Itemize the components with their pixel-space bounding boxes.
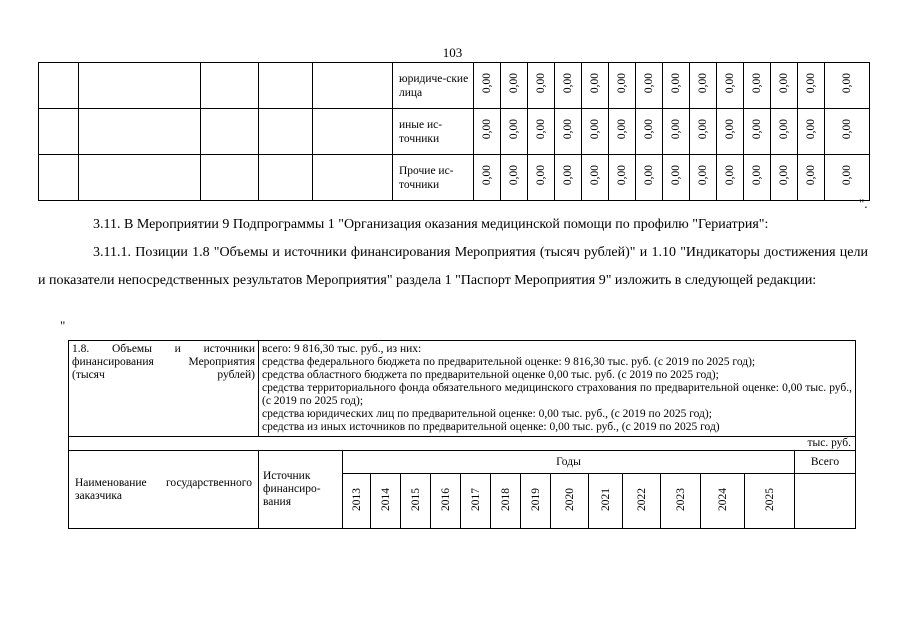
unit-label: тыс. руб. — [69, 437, 856, 451]
value-cell — [528, 63, 555, 109]
value-cell — [636, 155, 663, 201]
value-text: 0,00 — [589, 72, 601, 94]
value-cell — [717, 155, 744, 201]
value-cell — [825, 63, 870, 109]
value-text: 0,00 — [508, 72, 520, 94]
value-text: 0,00 — [643, 164, 655, 186]
value-text: 0,00 — [670, 164, 682, 186]
value-cell — [744, 63, 771, 109]
value-text: 0,00 — [589, 118, 601, 140]
value-cell — [771, 109, 798, 155]
empty-cell — [259, 63, 313, 109]
empty-cell — [79, 155, 201, 201]
year-header — [661, 474, 701, 529]
value-cell — [744, 109, 771, 155]
value-text: 0,00 — [508, 118, 520, 140]
financing-row — [39, 109, 870, 155]
passport-row-label: 1.8. Объемы и источники финансирования Мероприятия (тысяч рублей) — [69, 341, 259, 437]
year-header — [701, 474, 745, 529]
empty-cell — [79, 109, 201, 155]
empty-cell — [201, 109, 259, 155]
value-cell — [717, 63, 744, 109]
value-text: 0,00 — [697, 164, 709, 186]
value-cell — [609, 155, 636, 201]
value-cell — [474, 63, 501, 109]
value-text: 0,00 — [841, 164, 853, 186]
value-text: 0,00 — [805, 72, 817, 94]
value-cell — [690, 109, 717, 155]
year-text: 2023 — [674, 487, 687, 511]
financing-line: средства областного бюджета по предварительной оценке 0,00 тыс. руб. (с 2019 по 2025 год); — [262, 369, 719, 381]
value-text: 0,00 — [697, 72, 709, 94]
value-text: 0,00 — [616, 118, 628, 140]
value-cell — [717, 109, 744, 155]
financing-line: средства территориального фонда обязательного медицинского страхования по предварительной оценке: 0,00 тыс. руб., (с 2019 по 2025 год); — [262, 382, 852, 407]
year-text: 2020 — [563, 487, 576, 511]
value-cell — [609, 63, 636, 109]
value-text: 0,00 — [841, 118, 853, 140]
empty-cell — [313, 155, 393, 201]
value-cell — [474, 109, 501, 155]
year-header — [551, 474, 589, 529]
value-text: 0,00 — [562, 118, 574, 140]
value-text: 0,00 — [724, 118, 736, 140]
value-cell — [555, 155, 582, 201]
year-text: 2019 — [529, 487, 542, 511]
value-text: 0,00 — [643, 72, 655, 94]
value-cell — [528, 155, 555, 201]
value-text: 0,00 — [751, 72, 763, 94]
customer-header: Наименование государственного заказчика — [69, 451, 259, 529]
passport-row-content — [259, 341, 856, 437]
value-cell — [663, 109, 690, 155]
empty-cell — [259, 109, 313, 155]
value-cell — [663, 155, 690, 201]
value-cell — [744, 155, 771, 201]
year-header — [589, 474, 623, 529]
value-text: 0,00 — [841, 72, 853, 94]
value-cell — [582, 63, 609, 109]
value-cell — [582, 109, 609, 155]
source-label: Прочие ис-точники — [393, 155, 474, 201]
total-header-empty — [795, 474, 856, 529]
value-cell — [474, 155, 501, 201]
year-header — [461, 474, 491, 529]
value-text: 0,00 — [535, 72, 547, 94]
value-cell — [798, 109, 825, 155]
passport-table — [68, 340, 856, 529]
source-label: иные ис-точники — [393, 109, 474, 155]
value-cell — [690, 63, 717, 109]
paragraph-3-11: 3.11. В Мероприятии 9 Подпрограммы 1 "Организация оказания медицинской помощи по профилю "Гериатрия": — [93, 217, 769, 232]
value-cell — [825, 109, 870, 155]
financing-row — [39, 155, 870, 201]
value-cell — [609, 109, 636, 155]
value-text: 0,00 — [535, 164, 547, 186]
page-number: 103 — [442, 45, 463, 60]
year-header — [343, 474, 371, 529]
value-cell — [825, 155, 870, 201]
financing-row — [39, 63, 870, 109]
year-text: 2024 — [716, 487, 729, 511]
value-cell — [798, 155, 825, 201]
value-cell — [798, 63, 825, 109]
value-cell — [636, 63, 663, 109]
year-text: 2025 — [763, 487, 776, 511]
year-text: 2018 — [499, 487, 512, 511]
financing-line: средства из иных источников по предварительной оценке: 0,00 тыс. руб., (с 2019 по 2025 год) — [262, 421, 720, 433]
value-text: 0,00 — [535, 118, 547, 140]
value-cell — [501, 63, 528, 109]
empty-cell — [39, 63, 79, 109]
empty-cell — [313, 63, 393, 109]
value-text: 0,00 — [508, 164, 520, 186]
value-text: 0,00 — [778, 164, 790, 186]
value-cell — [771, 63, 798, 109]
paragraph-3-11-1: 3.11.1. Позиции 1.8 "Объемы и источники финансирования Мероприятия (тысяч рублей)" и 1.10 "Индикаторы достижения цели и показатели непосредственных результатов Мероприятия" раздела 1 "Паспорт Мероприятия 9" изложить в следующей редакции: — [38, 245, 868, 288]
year-header — [401, 474, 431, 529]
value-text: 0,00 — [643, 118, 655, 140]
value-text: 0,00 — [697, 118, 709, 140]
value-text: 0,00 — [562, 72, 574, 94]
year-text: 2021 — [599, 487, 612, 511]
year-text: 2016 — [439, 487, 452, 511]
year-text: 2017 — [469, 487, 482, 511]
value-text: 0,00 — [778, 118, 790, 140]
value-text: 0,00 — [670, 118, 682, 140]
value-text: 0,00 — [589, 164, 601, 186]
value-text: 0,00 — [724, 164, 736, 186]
source-header: Источник финансиро-вания — [259, 451, 343, 529]
year-text: 2015 — [409, 487, 422, 511]
value-text: 0,00 — [805, 164, 817, 186]
year-header — [431, 474, 461, 529]
year-text: 2014 — [379, 487, 392, 511]
empty-cell — [39, 109, 79, 155]
year-header — [623, 474, 661, 529]
empty-cell — [201, 63, 259, 109]
financing-line: всего: 9 816,30 тыс. руб., из них: — [262, 343, 422, 355]
value-text: 0,00 — [616, 164, 628, 186]
total-header: Всего — [795, 451, 856, 474]
year-header — [491, 474, 521, 529]
year-header — [371, 474, 401, 529]
source-label: юридиче-ские лица — [393, 63, 474, 109]
year-header — [745, 474, 795, 529]
value-cell — [555, 63, 582, 109]
closing-quote: ". — [859, 196, 868, 211]
value-text: 0,00 — [751, 164, 763, 186]
value-text: 0,00 — [481, 118, 493, 140]
empty-cell — [79, 63, 201, 109]
value-text: 0,00 — [778, 72, 790, 94]
empty-cell — [313, 109, 393, 155]
value-text: 0,00 — [724, 72, 736, 94]
empty-cell — [201, 155, 259, 201]
year-text: 2022 — [635, 487, 648, 511]
value-text: 0,00 — [751, 118, 763, 140]
financing-continuation-table — [38, 62, 870, 201]
value-text: 0,00 — [616, 72, 628, 94]
value-cell — [663, 63, 690, 109]
value-cell — [690, 155, 717, 201]
opening-quote: " — [60, 318, 66, 333]
value-text: 0,00 — [481, 164, 493, 186]
empty-cell — [259, 155, 313, 201]
value-cell — [636, 109, 663, 155]
passport-row-1-8 — [69, 341, 856, 437]
year-text: 2013 — [350, 487, 363, 511]
value-text: 0,00 — [670, 72, 682, 94]
empty-cell — [39, 155, 79, 201]
value-text: 0,00 — [805, 118, 817, 140]
value-cell — [555, 109, 582, 155]
value-cell — [582, 155, 609, 201]
financing-line: средства федерального бюджета по предварительной оценке: 9 816,30 тыс. руб. (с 2019 по 2025 год); — [262, 356, 756, 368]
value-cell — [501, 155, 528, 201]
value-cell — [771, 155, 798, 201]
financing-line: средства юридических лиц по предварительной оценке: 0,00 тыс. руб., (с 2019 по 2025 год); — [262, 408, 712, 420]
year-header — [521, 474, 551, 529]
value-text: 0,00 — [562, 164, 574, 186]
value-text: 0,00 — [481, 72, 493, 94]
value-cell — [501, 109, 528, 155]
value-cell — [528, 109, 555, 155]
years-header: Годы — [343, 451, 795, 474]
